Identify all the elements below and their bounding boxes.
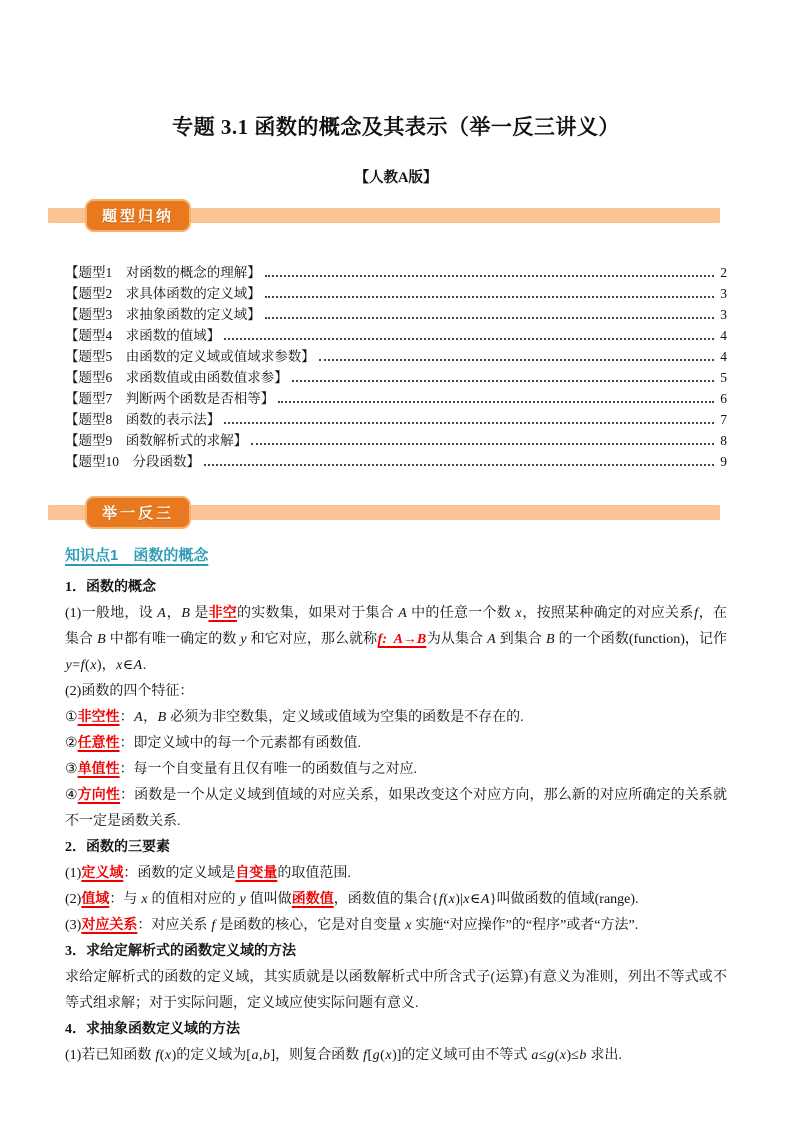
text-run: ④ <box>65 788 78 803</box>
toc-item-label: 【题型9 函数解析式的求解】 <box>65 433 248 448</box>
math-variable: f <box>211 918 216 933</box>
text-run: . <box>142 658 147 673</box>
text-run: 实施“对应操作”的“程序”或者“方法”. <box>411 918 639 933</box>
text-run: (1)一般地，设 <box>65 606 157 621</box>
highlighted-term: 非空 <box>208 606 238 621</box>
toc-leader-dots <box>265 275 714 277</box>
toc-item-label: 【题型2 求具体函数的定义域】 <box>65 286 261 301</box>
text-run: ③ <box>65 762 78 777</box>
text-run: (1) <box>65 866 82 881</box>
text-run: (2) <box>65 892 82 907</box>
toc-page-number: 3 <box>720 286 727 301</box>
toc-leader-dots <box>224 422 714 424</box>
math-variable: f <box>439 892 443 907</box>
math-variable: x <box>116 658 123 673</box>
text-run: ( <box>443 892 449 907</box>
text-run: ( <box>554 1048 560 1063</box>
math-variable: y <box>65 658 72 673</box>
toc-item[interactable] <box>65 408 727 429</box>
knowledge-paragraph <box>65 887 727 913</box>
knowledge-subheading <box>65 1017 727 1043</box>
toc-leader-dots <box>224 338 714 340</box>
text-run: ：每一个自变量有且仅有唯一的函数值与之对应. <box>119 762 418 777</box>
text-run: ： <box>119 710 134 725</box>
section-banner-practice <box>65 496 727 529</box>
knowledge-subheading <box>65 835 727 861</box>
toc-item[interactable] <box>65 282 727 303</box>
text-run: )]的定义域可由不等式 <box>392 1048 531 1063</box>
text-run: 值叫做 <box>246 892 292 907</box>
math-variable: A <box>480 892 490 907</box>
math-variable: g <box>547 1048 555 1063</box>
knowledge-subheading <box>65 939 727 965</box>
toc-item[interactable] <box>65 387 727 408</box>
text-run: 中的任意一个数 <box>407 606 515 621</box>
text-run: [ <box>367 1048 373 1063</box>
math-variable: x <box>141 892 148 907</box>
text-run: ( <box>380 1048 385 1063</box>
highlighted-term: 函数值 <box>291 892 334 907</box>
knowledge-subheading <box>65 575 727 601</box>
toc-page-number: 2 <box>720 265 727 280</box>
math-variable: x <box>463 892 470 907</box>
math-variable: b <box>579 1048 587 1063</box>
highlighted-term: 定义域 <box>81 866 124 881</box>
text-run: 2．函数的三要素 <box>65 840 170 855</box>
toc-item-label: 【题型3 求抽象函数的定义域】 <box>65 307 261 322</box>
text-run: 的一个函数(function)，记作 <box>555 632 728 647</box>
toc-leader-dots <box>278 401 714 403</box>
text-run: 的取值范围. <box>277 866 351 881</box>
knowledge-paragraph <box>65 679 727 705</box>
math-variable: x <box>405 918 412 933</box>
text-run: 是函数的核心，它是对自变量 <box>215 918 405 933</box>
knowledge-paragraph <box>65 965 727 1017</box>
text-run: ( <box>159 1048 165 1063</box>
text-run: 中都有唯一确定的数 <box>106 632 240 647</box>
toc-item[interactable] <box>65 345 727 366</box>
toc-page-number: 7 <box>720 412 727 427</box>
toc-item[interactable] <box>65 261 727 282</box>
math-variable: A <box>134 710 143 725</box>
text-run: ∈ <box>469 892 481 907</box>
text-run: 3．求给定解析式的函数定义域的方法 <box>65 944 296 959</box>
text-run: 4．求抽象函数定义域的方法 <box>65 1022 240 1037</box>
math-variable: f <box>80 658 85 673</box>
math-variable: B <box>181 606 190 621</box>
math-variable: y <box>240 632 247 647</box>
toc-page-number: 9 <box>720 454 727 469</box>
toc-page-number: 5 <box>720 370 727 385</box>
text-run: = <box>72 658 81 673</box>
text-run: ，在集合 <box>65 606 728 647</box>
practice-badge: 举一反三 <box>85 496 191 529</box>
text-run: )≤ <box>566 1048 579 1063</box>
text-run: )的定义域为[ <box>171 1048 251 1063</box>
math-variable: f <box>363 1048 367 1063</box>
toc-item-label: 【题型10 分段函数】 <box>65 454 200 469</box>
text-run: (2)函数的四个特征： <box>65 684 194 699</box>
math-variable: y <box>239 892 246 907</box>
toc-leader-dots <box>319 359 714 361</box>
toc-leader-dots <box>251 443 714 445</box>
math-variable: A <box>398 606 407 621</box>
text-run: 求给定解析式的函数的定义域，其实质就是以函数解析式中所含式子(运算)有意义为准则，列出不等式或不等式组求解；对于实际问题，定义域应使实际问题有意义. <box>65 970 727 1011</box>
math-variable: x <box>385 1048 392 1063</box>
text-run: 到集合 <box>496 632 546 647</box>
text-run: 的实数集，如果对于集合 <box>237 606 398 621</box>
text-run: ，函数值的集合{ <box>333 892 439 907</box>
table-of-contents <box>65 261 727 471</box>
text-run: )， <box>96 658 116 673</box>
text-run: ：对应关系 <box>137 918 211 933</box>
text-run: 求出. <box>586 1048 622 1063</box>
highlighted-term: 单值性 <box>77 762 120 777</box>
toc-item[interactable] <box>65 450 727 471</box>
toc-item[interactable] <box>65 429 727 450</box>
text-run: (3) <box>65 918 82 933</box>
math-variable: g <box>372 1048 380 1063</box>
toc-item-label: 【题型5 由函数的定义域或值域求参数】 <box>65 349 315 364</box>
knowledge-paragraph <box>65 1043 727 1069</box>
toc-item-label: 【题型7 判断两个函数是否相等】 <box>65 391 275 406</box>
toc-item[interactable] <box>65 366 727 387</box>
highlighted-term: 方向性 <box>77 788 121 803</box>
text-run: ① <box>65 710 78 725</box>
text-run: ≤ <box>538 1048 547 1063</box>
math-variable: f <box>155 1048 160 1063</box>
toc-item[interactable] <box>65 303 727 324</box>
text-run: ：函数是一个从定义域到值域的对应关系，如果改变这个对应方向，那么新的对应所确定的关系就不一定是函数关系. <box>65 788 727 829</box>
text-run: ， <box>143 710 158 725</box>
toc-page-number: 3 <box>720 307 727 322</box>
text-run: )| <box>455 892 463 907</box>
knowledge-content <box>65 575 727 1069</box>
highlighted-term: 任意性 <box>77 736 120 751</box>
math-variable: B <box>157 710 167 725</box>
problem-types-badge: 题型归纳 <box>85 199 191 232</box>
text-run: 必须为非空数集，定义域或值域为空集的函数是不存在的. <box>166 710 524 725</box>
math-variable: A <box>487 632 496 647</box>
text-run: ∈ <box>122 658 134 673</box>
math-variable: x <box>559 1048 566 1063</box>
highlighted-term: 值域 <box>81 892 110 907</box>
text-run: 和它对应，那么就称 <box>247 632 378 647</box>
knowledge-point-heading: 知识点1 函数的概念 <box>65 547 209 564</box>
text-run: ：即定义域中的每一个元素都有函数值. <box>119 736 362 751</box>
text-run: ， <box>166 606 181 621</box>
math-variable: B <box>97 632 106 647</box>
knowledge-paragraph <box>65 757 727 783</box>
toc-item-label: 【题型1 对函数的概念的理解】 <box>65 265 261 280</box>
text-run: 为从集合 <box>426 632 487 647</box>
text-run: ② <box>65 736 78 751</box>
math-variable: x <box>448 892 455 907</box>
toc-item[interactable] <box>65 324 727 345</box>
toc-leader-dots <box>292 380 714 382</box>
toc-item-label: 【题型6 求函数值或由函数值求参】 <box>65 370 288 385</box>
math-variable: a <box>251 1048 259 1063</box>
edition-subtitle: 【人教A版】 <box>354 170 438 186</box>
text-run: 是 <box>190 606 209 621</box>
text-run: ，按照某种确定的对应关系 <box>522 606 694 621</box>
text-run: ：函数的定义域是 <box>123 866 236 881</box>
toc-page-number: 4 <box>720 328 727 343</box>
highlighted-term: f: A→B <box>377 632 427 647</box>
page-title: 专题 3.1 函数的概念及其表示（举一反三讲义） <box>172 115 620 139</box>
text-run: (1)若已知函数 <box>65 1048 155 1063</box>
text-run: 的值相对应的 <box>148 892 240 907</box>
toc-page-number: 4 <box>720 349 727 364</box>
math-variable: A <box>133 658 143 673</box>
text-run: ( <box>85 658 90 673</box>
math-variable: x <box>515 606 522 621</box>
knowledge-paragraph <box>65 601 727 679</box>
math-variable: x <box>164 1048 172 1063</box>
text-run: , <box>258 1048 263 1063</box>
highlighted-term: 对应关系 <box>81 918 138 933</box>
text-run: 1．函数的概念 <box>65 580 156 595</box>
math-variable: x <box>90 658 97 673</box>
toc-item-label: 【题型8 函数的表示法】 <box>65 412 221 427</box>
toc-leader-dots <box>265 296 714 298</box>
knowledge-paragraph <box>65 861 727 887</box>
toc-leader-dots <box>265 317 714 319</box>
toc-item-label: 【题型4 求函数的值域】 <box>65 328 221 343</box>
toc-page-number: 6 <box>720 391 727 406</box>
text-run: ：与 <box>109 892 141 907</box>
knowledge-paragraph <box>65 731 727 757</box>
math-variable: A <box>157 606 166 621</box>
highlighted-term: 自变量 <box>235 866 278 881</box>
math-variable: b <box>262 1048 270 1063</box>
knowledge-paragraph <box>65 913 727 939</box>
text-run: }叫做函数的值域(range). <box>489 892 639 907</box>
math-variable: B <box>545 632 555 647</box>
math-variable: f <box>694 606 698 621</box>
toc-leader-dots <box>204 464 714 466</box>
knowledge-paragraph <box>65 783 727 835</box>
highlighted-term: 非空性 <box>77 710 120 725</box>
section-banner-problem-types <box>65 199 727 232</box>
knowledge-paragraph <box>65 705 727 731</box>
math-variable: a <box>531 1048 539 1063</box>
toc-page-number: 8 <box>720 433 727 448</box>
text-run: ]，则复合函数 <box>270 1048 363 1063</box>
